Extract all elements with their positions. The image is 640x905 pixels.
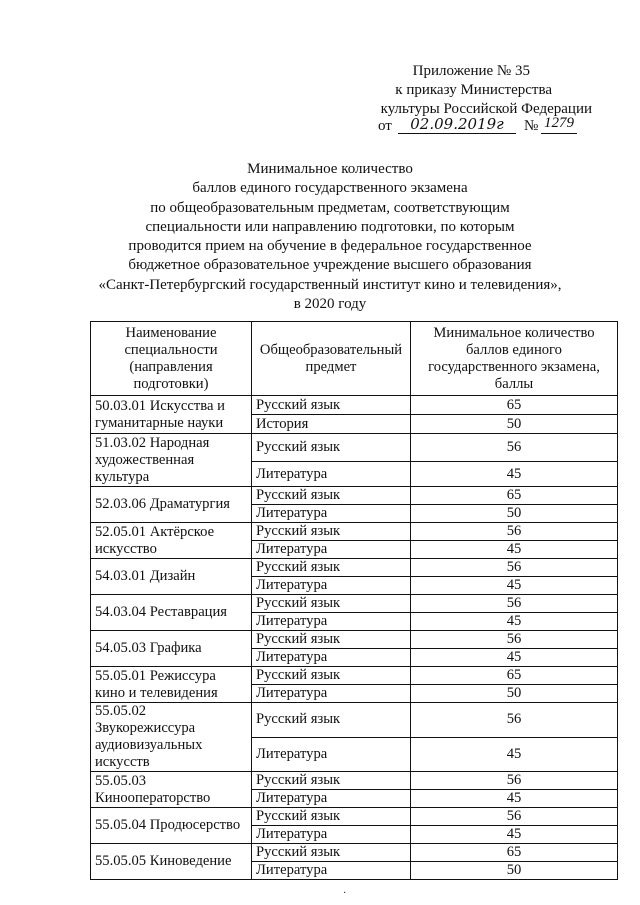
specialty-cell: 50.03.01 Искусства и гуманитарные науки: [91, 396, 252, 434]
heading-line: специальности или направлению подготовки, по которым: [145, 218, 515, 235]
score-cell: 56: [411, 703, 618, 738]
score-cell: 65: [411, 667, 618, 685]
subject-cell: Русский язык: [252, 434, 411, 462]
subject-cell: Русский язык: [252, 667, 411, 685]
subject-cell: Литература: [252, 862, 411, 880]
specialty-cell: 55.05.03 Кинооператорство: [91, 772, 252, 808]
score-cell: 65: [411, 396, 618, 415]
order-date-line: [378, 115, 598, 138]
score-cell: 50: [411, 685, 618, 703]
subject-cell: Русский язык: [252, 559, 411, 577]
score-cell: 50: [411, 415, 618, 434]
heading-line: по общеобразовательным предметам, соответствующим: [150, 199, 510, 216]
subject-cell: Литература: [252, 826, 411, 844]
score-cell: 50: [411, 862, 618, 880]
appendix-ministry: культуры Российской Федерации: [380, 101, 592, 117]
subject-cell: Литература: [252, 577, 411, 595]
header-specialty: Наименование специальности (направления подготовки): [91, 322, 252, 396]
specialty-cell: 54.03.01 Дизайн: [91, 559, 252, 595]
heading-line: проводится прием на обучение в федеральное государственное: [128, 238, 532, 255]
subject-cell: Русский язык: [252, 396, 411, 415]
header-subject: Общеобразовательный предмет: [252, 322, 411, 396]
specialty-cell: 52.03.06 Драматургия: [91, 487, 252, 523]
heading-line: «Санкт-Петербургский государственный институт кино и телевидения»,: [98, 276, 562, 293]
appendix-title: Приложение № 35: [412, 63, 530, 79]
subject-cell: Русский язык: [252, 703, 411, 738]
score-cell: 56: [411, 808, 618, 826]
heading-line: баллов единого государственного экзамена: [192, 180, 468, 197]
specialty-cell: 51.03.02 Народная художественная культура: [91, 434, 252, 487]
score-cell: 56: [411, 434, 618, 462]
score-cell: 45: [411, 613, 618, 631]
subject-cell: Русский язык: [252, 487, 411, 505]
specialty-cell: 55.05.04 Продюсерство: [91, 808, 252, 844]
subject-cell: Русский язык: [252, 523, 411, 541]
score-cell: 50: [411, 505, 618, 523]
subject-cell: Литература: [252, 613, 411, 631]
score-cell: 56: [411, 631, 618, 649]
appendix-block: [332, 62, 592, 119]
score-cell: 45: [411, 577, 618, 595]
specialty-cell: 54.05.03 Графика: [91, 631, 252, 667]
subject-cell: Русский язык: [252, 595, 411, 613]
number-label: №: [524, 118, 539, 134]
specialty-cell: 54.03.04 Реставрация: [91, 595, 252, 631]
handwritten-date: 02.09.2019г: [398, 115, 516, 134]
score-cell: 45: [411, 737, 618, 772]
subject-cell: Литература: [252, 685, 411, 703]
subject-cell: Русский язык: [252, 844, 411, 862]
heading-line: в 2020 году: [293, 296, 367, 313]
subject-cell: Русский язык: [252, 808, 411, 826]
heading-line: бюджетное образовательное учреждение высшего образования: [128, 257, 532, 274]
score-cell: 65: [411, 844, 618, 862]
handwritten-order-number: 1279: [541, 115, 577, 134]
subject-cell: Литература: [252, 541, 411, 559]
score-cell: 45: [411, 541, 618, 559]
page-mark: ·: [343, 888, 347, 899]
score-cell: 65: [411, 487, 618, 505]
specialty-cell: 52.05.01 Актёрское искусство: [91, 523, 252, 559]
specialty-cell: 55.05.01 Режиссура кино и телевидения: [91, 667, 252, 703]
score-cell: 56: [411, 595, 618, 613]
subject-cell: Литература: [252, 505, 411, 523]
score-cell: 56: [411, 772, 618, 790]
score-cell: 45: [411, 462, 618, 487]
score-cell: 45: [411, 649, 618, 667]
subject-cell: Русский язык: [252, 772, 411, 790]
header-min-score: Минимальное количество баллов единого государственного экзамена, баллы: [411, 322, 618, 396]
subject-cell: Русский язык: [252, 631, 411, 649]
appendix-order-ref: к приказу Министерства: [395, 82, 552, 98]
subject-cell: Литература: [252, 790, 411, 808]
subject-cell: История: [252, 415, 411, 434]
score-cell: 56: [411, 523, 618, 541]
from-label: от: [378, 118, 392, 134]
subject-cell: Литература: [252, 462, 411, 487]
document-heading: [90, 160, 570, 314]
subject-cell: Литература: [252, 737, 411, 772]
specialty-cell: 55.05.02 Звукорежиссура аудиовизуальных искусств: [91, 703, 252, 772]
scores-table: [90, 321, 618, 880]
specialty-cell: 55.05.05 Киноведение: [91, 844, 252, 880]
heading-line: Минимальное количество: [247, 161, 413, 177]
score-cell: 45: [411, 790, 618, 808]
score-cell: 56: [411, 559, 618, 577]
subject-cell: Литература: [252, 649, 411, 667]
score-cell: 45: [411, 826, 618, 844]
